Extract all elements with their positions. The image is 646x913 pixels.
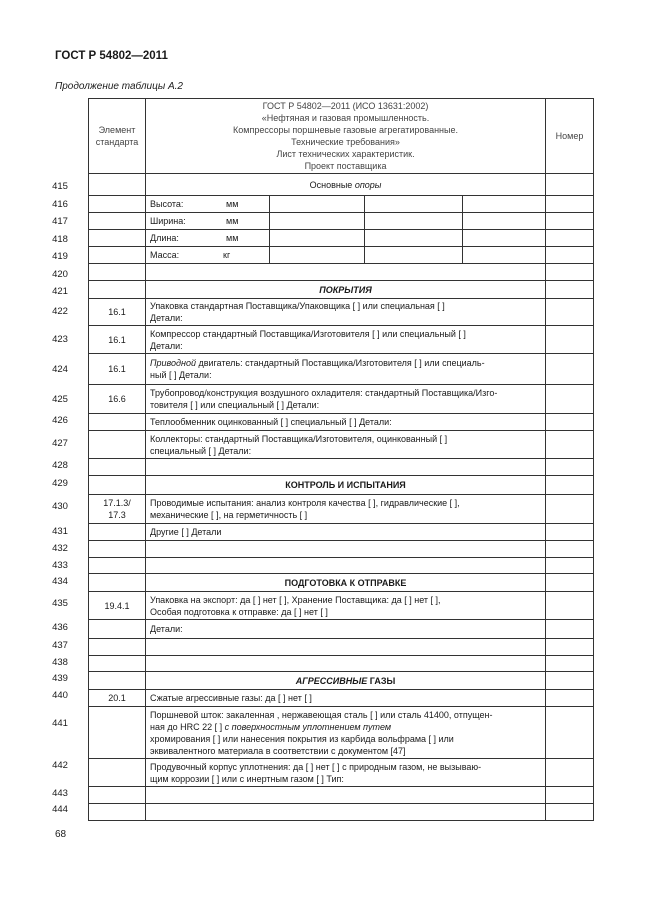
row-number: 430 [52,501,68,512]
element-ref: 17.1.3/ 17.3 [89,495,146,524]
row-number: 429 [52,478,68,489]
row-content[interactable]: Проводимые испытания: анализ контроля качества [ ], гидравлические [ ], механические [ ], на герметичность [ ] [146,495,546,524]
row-number: 435 [52,598,68,609]
table-header-row [89,99,594,174]
section-title-aggressive-gases: АГРЕССИВНЫЕ ГАЗЫ [146,672,546,690]
table-row [89,213,594,230]
table-row [89,476,594,495]
element-ref: 19.4.1 [89,592,146,620]
table-row [89,656,594,672]
row-content[interactable]: Приводной двигатель: стандартный Поставщика/Изготовителя [ ] или специаль- ный [ ] Детали: [146,354,546,385]
table-row [89,431,594,459]
element-ref: 16.6 [89,385,146,414]
row-content[interactable]: Поршневой шток: закаленная , нержавеющая сталь [ ] или сталь 41400, отпущен- ная до HRC 22 [ ] с поверхностным уплотнением путем хромирования [ ] или нанесения покрытия из карбида вольфрама [ ] или эквивалентного материала в соответствии с документом [47] [146,707,546,759]
table-row [89,592,594,620]
table-row [89,672,594,690]
table-row [89,541,594,558]
table-row [89,558,594,574]
dimension-cell[interactable]: Масса: кг [146,247,270,264]
table-row [89,639,594,656]
table-row [89,264,594,281]
table-row [89,174,594,196]
row-number: 443 [52,788,68,799]
element-ref: 16.1 [89,299,146,326]
row-number: 436 [52,622,68,633]
table-row [89,247,594,264]
section-title-coatings: ПОКРЫТИЯ [146,281,546,299]
row-number: 434 [52,576,68,587]
row-content[interactable]: Коллекторы: стандартный Поставщика/Изготовителя, оцинкованный [ ] специальный [ ] Детали: [146,431,546,459]
table-row [89,690,594,707]
datasheet-table [88,98,594,821]
row-number: 425 [52,394,68,405]
row-number: 419 [52,251,68,262]
row-number: 437 [52,640,68,651]
row-number: 439 [52,673,68,684]
row-number: 420 [52,269,68,280]
section-title-testing: КОНТРОЛЬ И ИСПЫТАНИЯ [146,476,546,495]
page-number: 68 [55,829,67,840]
row-number: 421 [52,286,68,297]
dimension-cell[interactable]: Ширина: мм [146,213,270,230]
table-row [89,759,594,787]
row-content[interactable]: Другие [ ] Детали [146,524,546,541]
row-number: 432 [52,543,68,554]
row-content[interactable]: Упаковка на экспорт: да [ ] нет [ ], Хранение Поставщика: да [ ] нет [ ], Особая подготовка к отправке: да [ ] нет [ ] [146,592,546,620]
row-number: 438 [52,657,68,668]
row-number: 440 [52,690,68,701]
table-row [89,707,594,759]
row-number: 417 [52,216,68,227]
row-number: 418 [52,234,68,245]
table-row [89,459,594,476]
row-number: 427 [52,438,68,449]
row-content[interactable]: Теплообменник оцинкованный [ ] специальный [ ] Детали: [146,414,546,431]
table-row [89,524,594,541]
standard-title-header: ГОСТ Р 54802—2011 (ИСО 13631:2002) «Нефтяная и газовая промышленность. Компрессоры поршневые газовые агрегатированные. Технические требования» Лист технических характеристик. Проект поставщика [146,99,546,174]
row-content[interactable]: Компрессор стандартный Поставщика/Изготовителя [ ] или специальный [ ] Детали: [146,326,546,354]
row-number: 431 [52,526,68,537]
row-number: 422 [52,306,68,317]
row-number: 415 [52,181,68,192]
row-number: 428 [52,460,68,471]
row-content[interactable]: Сжатые агрессивные газы: да [ ] нет [ ] [146,690,546,707]
section-title-shipping: ПОДГОТОВКА К ОТПРАВКЕ [146,574,546,592]
element-ref: 16.1 [89,354,146,385]
table-continuation-caption: Продолжение таблицы А.2 [55,81,183,92]
element-column-header: Элемент стандарта [89,99,146,174]
table-row [89,299,594,326]
table-row [89,326,594,354]
dimension-cell[interactable]: Длина: мм [146,230,270,247]
element-ref: 16.1 [89,326,146,354]
table-row [89,281,594,299]
row-content[interactable]: Трубопровод/конструкция воздушного охладителя: стандартный Поставщика/Изго- товителя [ ] или специальный [ ] Детали: [146,385,546,414]
table-row [89,574,594,592]
row-number: 426 [52,415,68,426]
document-header: ГОСТ Р 54802—2011 [55,50,168,62]
number-column-header: Номер [546,99,594,174]
row-number: 444 [52,804,68,815]
table-row [89,414,594,431]
table-row [89,196,594,213]
element-ref: 20.1 [89,690,146,707]
dimension-cell[interactable]: Высота: мм [146,196,270,213]
row-content[interactable]: Упаковка стандартная Поставщика/Упаковщика [ ] или специальная [ ] Детали: [146,299,546,326]
table-row [89,230,594,247]
row-number: 423 [52,334,68,345]
row-content[interactable]: Продувочный корпус уплотнения: да [ ] нет [ ] с природным газом, не вызываю- щим коррозии [ ] или с инертным газом [ ] Тип: [146,759,546,787]
row-number: 433 [52,560,68,571]
row-content[interactable]: Детали: [146,620,546,639]
table-row [89,354,594,385]
section-title-supports: Основные опоры [146,174,546,196]
table-row [89,495,594,524]
row-number: 416 [52,199,68,210]
table-row [89,385,594,414]
table-row [89,620,594,639]
row-number: 424 [52,364,68,375]
table-row [89,787,594,804]
row-number: 441 [52,718,68,729]
row-number: 442 [52,760,68,771]
table-row [89,804,594,821]
